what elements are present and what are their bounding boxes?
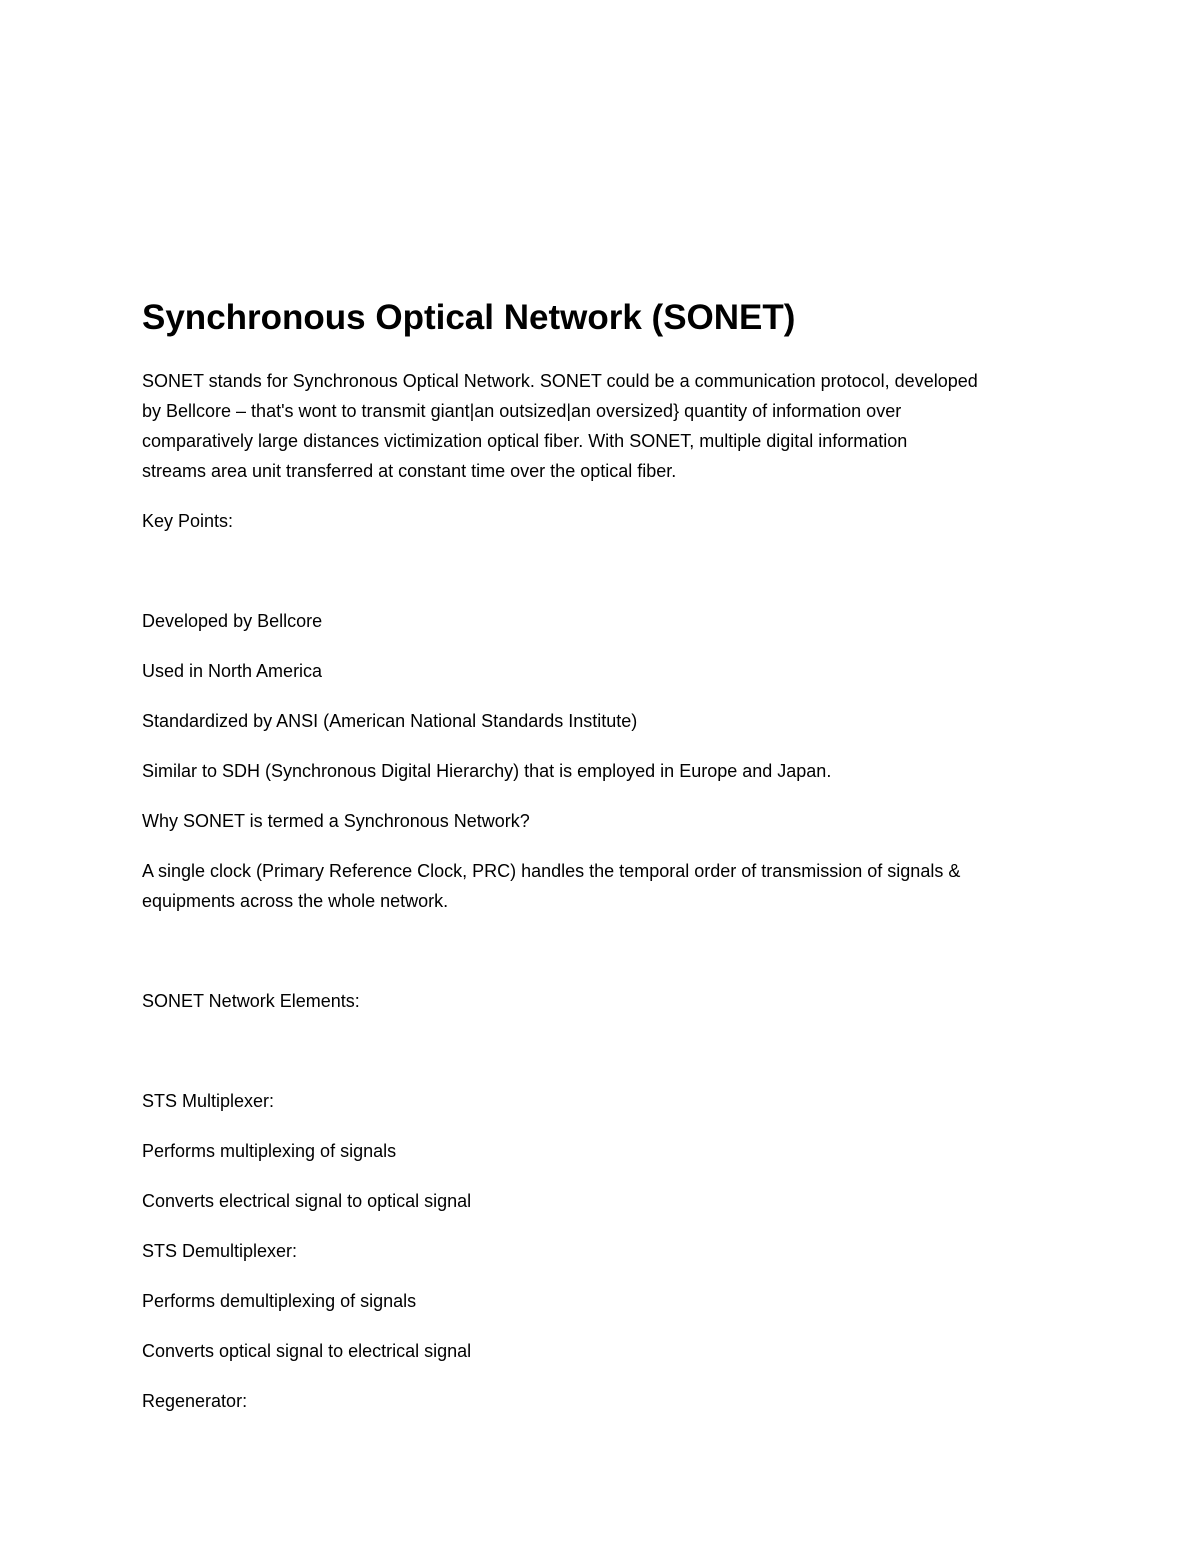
key-point-3: Standardized by ANSI (American National Standards Institute) [142, 711, 638, 731]
element-line-1: STS Multiplexer: [142, 1091, 275, 1111]
intro-line-2: by Bellcore – that's wont to transmit giant|an outsized|an oversized} quantity of information over [142, 401, 902, 421]
element-line-6: Converts optical signal to electrical signal [142, 1341, 472, 1361]
key-point-2: Used in North America [142, 661, 323, 681]
element-line-5: Performs demultiplexing of signals [142, 1291, 417, 1311]
elements-heading: SONET Network Elements: [142, 991, 360, 1011]
intro-line-4: streams area unit transferred at constant time over the optical fiber. [142, 461, 677, 481]
key-point-4: Similar to SDH (Synchronous Digital Hierarchy) that is employed in Europe and Japan. [142, 761, 832, 781]
why-line-2: equipments across the whole network. [142, 891, 449, 911]
why-heading: Why SONET is termed a Synchronous Network? [142, 811, 530, 831]
intro-line-1: SONET stands for Synchronous Optical Network. SONET could be a communication protocol, developed [142, 371, 978, 391]
document-title: Synchronous Optical Network (SONET) [142, 298, 796, 337]
element-line-4: STS Demultiplexer: [142, 1241, 298, 1261]
key-points-heading: Key Points: [142, 511, 234, 531]
element-line-7: Regenerator: [142, 1391, 248, 1411]
key-point-1: Developed by Bellcore [142, 611, 323, 631]
element-line-2: Performs multiplexing of signals [142, 1141, 397, 1161]
why-line-1: A single clock (Primary Reference Clock, PRC) handles the temporal order of transmission of signals & [142, 861, 961, 881]
intro-line-3: comparatively large distances victimization optical fiber. With SONET, multiple digital information [142, 431, 908, 451]
element-line-3: Converts electrical signal to optical signal [142, 1191, 472, 1211]
